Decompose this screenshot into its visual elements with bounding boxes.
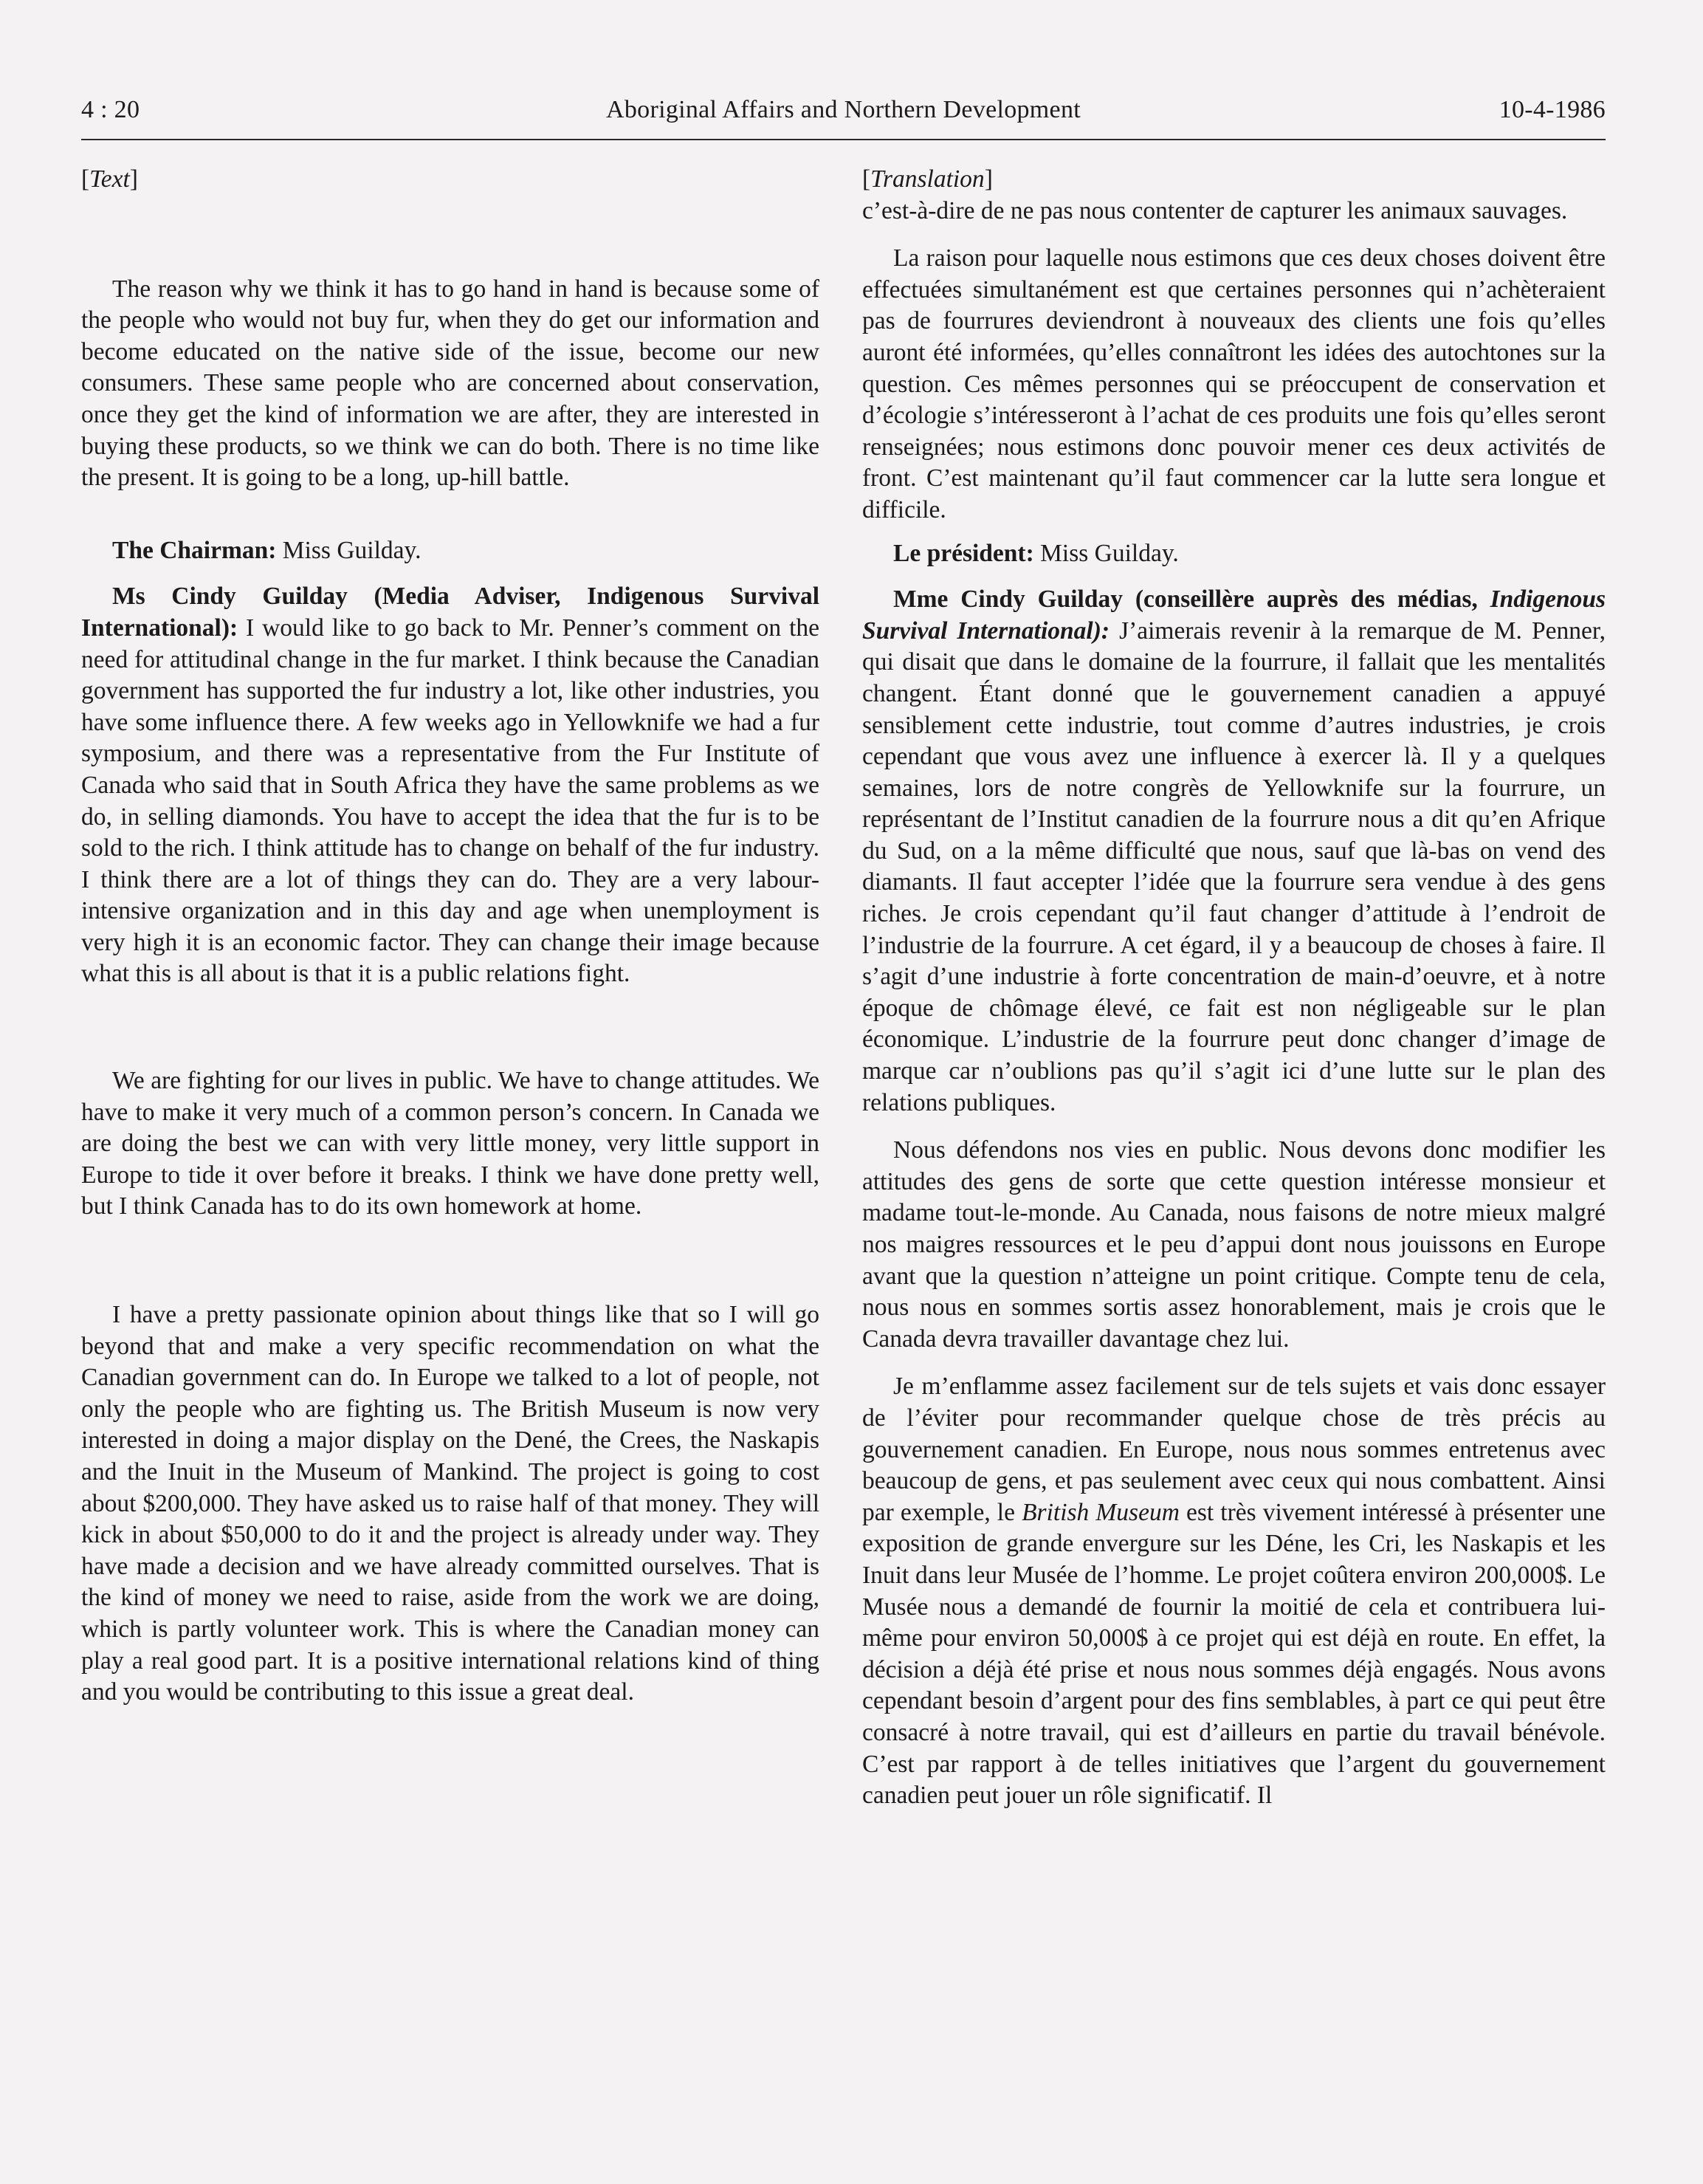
speaker-name: Mme Cindy Guilday (conseillère auprès des médias, [893,586,1478,614]
english-column [81,164,819,1709]
paragraph: Nous défendons nos vies en public. Nous devons donc modifier les attitudes des gens de sorte que cette question intéresse monsieur et madame tout-le-monde. Au Canada, nous faisons de notre mieux malgré nos maigres ressources et le peu d’appui dont nous jouissons en Europe avant que la question n’atteigne un point critique. Compte tenu de cela, nous nous en sommes sortis assez honorablement, mais je crois que le Canada devra travailler davantage chez lui. [862,1136,1606,1353]
museum-name: British Museum [1022,1498,1180,1526]
paragraph: c’est-à-dire de ne pas nous contenter de capturer les animaux sauvages. [862,196,1568,224]
translation-label: [Translation] [862,165,993,193]
text-label: [Text] [81,165,138,193]
paragraph: The reason why we think it has to go hand in hand is because some of the people who would not buy fur, when they do get our information and become educated on the native side of the issue, become our new consumers. These same people who are concerned about conservation, once they get the kind of information we are after, they are interested in buying these products, so we think we can do both. There is no time like the present. It is going to be a long, up-hill battle. [81,275,819,492]
guilday-paragraph: Mme Cindy Guilday (conseillère auprès des médias, Indigenous Survival International): J’aimerais revenir à la remarque de M. Penner, qui disait que dans le domaine de la fourrure, il fallait que les mentalités changent. Étant donné que le gouvernement canadien a appuyé sensiblement cette industrie, tout comme d’autres industries, je crois cependant que vous avez une influence à exercer là. Il y a quelques semaines, lors de notre congrès de Yellowknife sur la fourrure, un représentant de l’Institut canadien de la fourrure nous a dit qu’en Afrique du Sud, on a la même difficulté que nous, sauf que là-bas on vend des diamants. Il faut accepter l’idée que la fourrure sera vendue à des gens riches. Je crois cependant qu’il faut changer d’attitude à l’endroit de l’industrie de la fourrure. A cet égard, il y a beaucoup de choses à faire. Il s’agit d’une industrie à forte concentration de main-d’oeuvre, et à notre époque de chômage élevé, ce fait est non négligeable sur le plan économique. L’industrie de la fourrure peut donc changer d’image de marque car n’oublions pas qu’il s’agit ici d’une lutte sur le plan des relations publiques. [862,586,1606,1116]
president-paragraph: Le président: Miss Guilday. [893,539,1179,567]
paragraph: Je m’enflamme assez facilement sur de tels sujets et vais donc essayer de l’éviter pour recommander quelque chose de très précis au gouvernement canadien. En Europe, nous nous sommes entretenus avec beaucoup de gens, et pas seulement avec ceux qui nous combattent. Ainsi par exemple, le British Museum est très vivement intéressé à présenter une exposition de grande envergure sur les Déne, les Cri, les Naskapis et les Inuit dans leur Musée de l’homme. Le projet coûtera environ 200,000$. Le Musée nous a demandé de fournir la moitié de cela et contribuera lui-même pour environ 50,000$ à ce projet qui est déjà en route. En effet, la décision a déjà été prise et nous nous sommes déjà engagés. Nous avons cependant besoin d’argent pour des fins semblables, à part ce qui peut être consacré à notre travail, qui est d’ailleurs en partie du travail bénévole. C’est par rapport à de telles initiatives que l’argent du gouvernement canadien peut jouer un rôle significatif. Il [862,1373,1606,1810]
speaker-organization: Indigenous Survival International): [862,586,1606,645]
speaker-name: Ms Cindy Guilday (Media Adviser, Indigenous Survival International): [81,583,819,642]
guilday-paragraph: Ms Cindy Guilday (Media Adviser, Indigenous Survival International): I would like to go back to Mr. Penner’s comment on the need for attitudinal change in the fur market. I think because the Canadian government has supported the fur industry a lot, like other industries, you have some influence there. A few weeks ago in Yellowknife we had a fur symposium, and there was a representative from the Fur Institute of Canada who said that in South Africa they have the same problems as we do, in selling diamonds. You have to accept the idea that the fur is to be sold to the rich. I think attitude has to change on behalf of the fur industry. I think there are a lot of things they can do. They are a very labour-intensive organization and in this day and age when unemployment is very high it is an economic factor. They can change their image because what this is all about is that it is a public relations fight. [81,583,819,988]
page-number: 4 : 20 [81,96,140,123]
page-date: 10-4-1986 [1499,96,1606,123]
paragraph: I have a pretty passionate opinion about things like that so I will go beyond that and make a very specific recommendation on what the Canadian government can do. In Europe we talked to a lot of people, not only the people who are fighting us. The British Museum is now very interested in doing a major display on the Dené, the Crees, the Naskapis and the Inuit in the Museum of Mankind. The project is going to cost about $200,000. They have asked us to raise half of that money. They will kick in about $50,000 to do it and the project is already under way. They have made a decision and we have already committed ourselves. That is the kind of money we need to raise, aside from the work we are doing, which is partly volunteer work. This is where the Canadian money can play a real good part. It is a positive international relations kind of thing and you would be contributing to this issue a great deal. [81,1301,819,1706]
paragraph: We are fighting for our lives in public. We have to change attitudes. We have to make it very much of a common person’s concern. In Canada we are doing the best we can with very little money, very little support in Europe to tide it over before it breaks. I think we have done pretty well, but I think Canada has to do its own homework at home. [81,1067,819,1220]
chairman-paragraph: The Chairman: Miss Guilday. [112,536,422,564]
page-header [81,92,1606,140]
running-title: Aboriginal Affairs and Northern Development [606,96,1081,123]
speaker-name: The Chairman: [112,536,277,564]
french-column [862,164,1606,1812]
speaker-name: Le président: [893,539,1034,567]
paragraph: La raison pour laquelle nous estimons que ces deux choses doivent être effectuées simultanément est que certaines personnes qui n’achèteraient pas de fourrures deviendront à nouveaux des clients une fois qu’elles auront été informées, qu’elles connaîtront les idées des autochtones sur la question. Ces mêmes personnes qui se préoccupent de conservation et d’écologie s’intéresseront à l’achat de ces produits une fois qu’elles seront renseignées; nous estimons donc pouvoir mener ces deux activités de front. C’est maintenant qu’il faut commencer car la lutte sera longue et difficile. [862,244,1606,523]
